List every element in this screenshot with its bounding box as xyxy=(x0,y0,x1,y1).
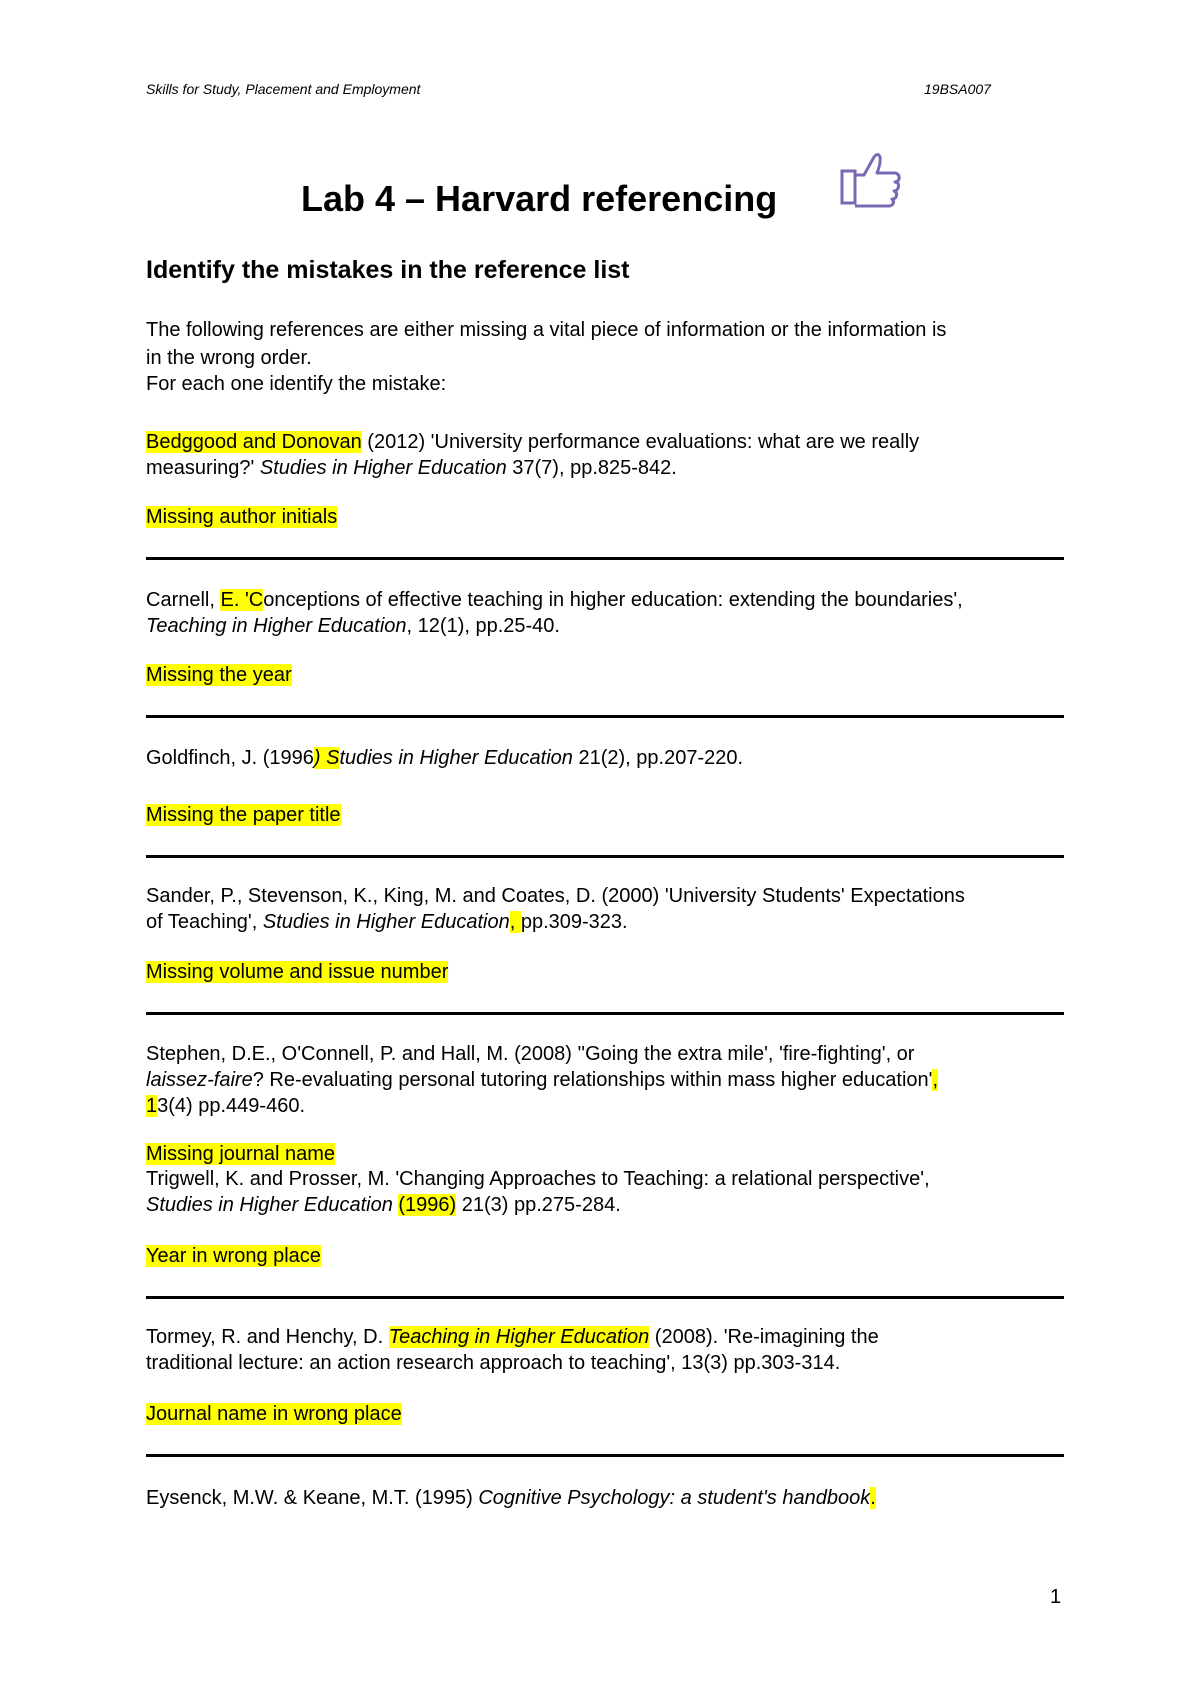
journal-name: Studies in Higher Education xyxy=(259,457,507,479)
divider xyxy=(146,1296,1064,1299)
divider xyxy=(146,855,1064,858)
answer-text: Missing the paper title xyxy=(146,804,341,826)
reference-text: Eysenck, M.W. & Keane, M.T. (1995) xyxy=(146,1487,479,1509)
italic-term: laissez-faire xyxy=(146,1069,253,1091)
answer-3 xyxy=(146,802,1066,828)
highlighted-text: 1 xyxy=(146,1095,158,1117)
reference-2 xyxy=(146,587,1066,639)
answer-text: Missing journal name xyxy=(146,1143,335,1165)
reference-4 xyxy=(146,883,1066,935)
highlighted-text: . xyxy=(870,1487,876,1509)
highlighted-text: , xyxy=(509,911,521,933)
intro-line: The following references are either missing a vital piece of information or the information is xyxy=(146,319,947,341)
reference-text: 21(3) pp.275-284. xyxy=(456,1194,621,1216)
running-header-code: 19BSA007 xyxy=(924,81,991,97)
highlighted-text: (1996) xyxy=(398,1194,457,1216)
answer-7 xyxy=(146,1401,1066,1427)
reference-text: onceptions of effective teaching in higher education: extending the boundaries', xyxy=(263,589,963,611)
reference-text: Tormey, R. and Henchy, D. xyxy=(146,1326,389,1348)
page-title: Lab 4 – Harvard referencing xyxy=(301,178,778,219)
answer-5 xyxy=(146,1141,1066,1167)
journal-name: Studies in Higher Education xyxy=(262,911,510,933)
reference-text: traditional lecture: an action research approach to teaching', 13(3) pp.303-314. xyxy=(146,1352,841,1374)
intro-line: For each one identify the mistake: xyxy=(146,373,447,395)
reference-text: Goldfinch, J. (1996 xyxy=(146,747,314,769)
highlighted-text: E. 'C xyxy=(220,589,264,611)
highlighted-text: ) S xyxy=(313,747,340,769)
reference-text: (2008). 'Re-imagining the xyxy=(649,1326,879,1348)
reference-8 xyxy=(146,1485,1066,1511)
reference-3 xyxy=(146,745,1066,771)
reference-7 xyxy=(146,1324,1066,1376)
page-number: 1 xyxy=(1050,1586,1062,1608)
answer-text: Missing the year xyxy=(146,664,292,686)
reference-text: , 12(1), pp.25-40. xyxy=(406,615,560,637)
journal-name: Teaching in Higher Education xyxy=(146,615,407,637)
reference-text: measuring?' xyxy=(146,457,260,479)
reference-text: Carnell, xyxy=(146,589,221,611)
answer-text: Year in wrong place xyxy=(146,1245,321,1267)
answer-text: Journal name in wrong place xyxy=(146,1403,402,1425)
divider xyxy=(146,557,1064,560)
highlighted-text: , xyxy=(932,1069,939,1091)
answer-1 xyxy=(146,504,1066,530)
journal-name: tudies in Higher Education xyxy=(339,747,573,769)
divider xyxy=(146,715,1064,718)
thumbs-up-icon xyxy=(840,151,902,209)
answer-text: Missing volume and issue number xyxy=(146,961,449,983)
divider xyxy=(146,1454,1064,1457)
answer-text: Missing author initials xyxy=(146,506,338,528)
reference-text: 21(2), pp.207-220. xyxy=(572,747,744,769)
section-heading: Identify the mistakes in the reference list xyxy=(146,256,630,284)
running-header-course: Skills for Study, Placement and Employment xyxy=(146,81,421,97)
reference-text: Stephen, D.E., O'Connell, P. and Hall, M. (2008) ''Going the extra mile', 'fire-fighting', or xyxy=(146,1043,915,1065)
reference-text: (2012) 'University performance evaluations: what are we really xyxy=(361,431,920,453)
reference-text: pp.309-323. xyxy=(520,911,628,933)
reference-text: 37(7), pp.825-842. xyxy=(506,457,677,479)
reference-text: of Teaching', xyxy=(146,911,263,933)
reference-authors: Bedggood and Donovan xyxy=(146,431,362,453)
intro-paragraph xyxy=(146,317,1066,397)
journal-name: Studies in Higher Education xyxy=(146,1194,393,1216)
journal-name: Teaching in Higher Education xyxy=(388,1326,650,1348)
reference-text: 3(4) pp.449-460. xyxy=(157,1095,306,1117)
answer-4 xyxy=(146,959,1066,985)
divider xyxy=(146,1012,1064,1015)
reference-6 xyxy=(146,1166,1066,1218)
book-title: Cognitive Psychology: a student's handbook xyxy=(478,1487,871,1509)
reference-text: Trigwell, K. and Prosser, M. 'Changing Approaches to Teaching: a relational perspective', xyxy=(146,1168,930,1190)
answer-2 xyxy=(146,662,1066,688)
reference-5 xyxy=(146,1041,1066,1119)
reference-1 xyxy=(146,429,1066,481)
reference-text: Sander, P., Stevenson, K., King, M. and Coates, D. (2000) 'University Students' Expectations xyxy=(146,885,965,907)
intro-line: in the wrong order. xyxy=(146,347,312,369)
answer-6 xyxy=(146,1243,1066,1269)
reference-text: ? Re-evaluating personal tutoring relationships within mass higher education' xyxy=(252,1069,933,1091)
